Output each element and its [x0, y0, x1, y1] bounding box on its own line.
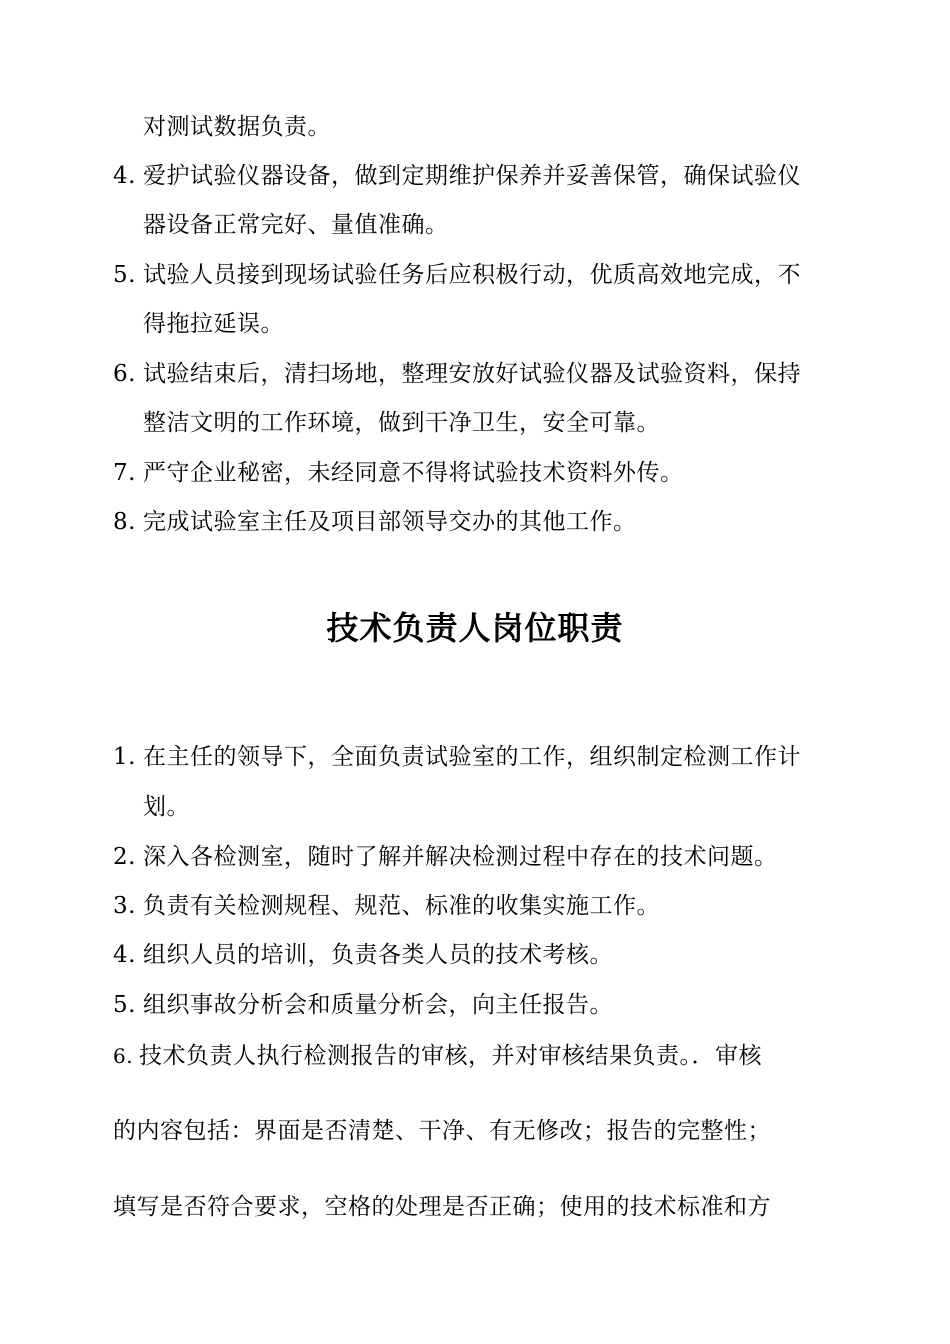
list-item-continuation: 得拖拉延误。	[143, 311, 284, 337]
list-number: 8.	[113, 509, 136, 535]
list-text: 严守企业秘密，未经同意不得将试验技术资料外传。	[143, 460, 684, 486]
list-item	[113, 260, 801, 290]
list-number: 7.	[113, 460, 136, 486]
list-item	[113, 990, 613, 1020]
section-title: 技术负责人岗位职责	[326, 609, 624, 647]
list-number: 4.	[113, 942, 136, 968]
list-item	[113, 940, 613, 970]
list-number: 4.	[113, 163, 136, 189]
list-item	[113, 891, 660, 921]
list-number: 5.	[113, 992, 136, 1018]
list-text: 爱护试验仪器设备，做到定期维护保养并妥善保管，确保试验仪	[143, 163, 801, 189]
list-text: 负责有关检测规程、规范、标准的收集实施工作。	[143, 893, 660, 919]
list-item-continuation: 整洁文明的工作环境，做到干净卫生，安全可靠。	[143, 410, 660, 436]
list-text: 在主任的领导下，全面负责试验室的工作，组织制定检测工作计	[143, 744, 801, 770]
list-item	[113, 507, 637, 537]
list-item	[113, 1041, 762, 1071]
list-item-continuation: 器设备正常完好、量值准确。	[143, 212, 449, 238]
list-text: 试验人员接到现场试验任务后应积极行动，优质高效地完成，不	[143, 262, 801, 288]
list-text: 试验结束后，清扫场地，整理安放好试验仪器及试验资料，保持	[143, 361, 801, 387]
list-item	[113, 359, 801, 389]
list-number: 3.	[113, 893, 136, 919]
list-number: 6.	[113, 361, 136, 387]
list-text: 完成试验室主任及项目部领导交办的其他工作。	[143, 509, 637, 535]
list-item-continuation: 划。	[143, 794, 190, 820]
list-item	[113, 742, 801, 772]
list-text: 组织人员的培训，负责各类人员的技术考核。	[143, 942, 613, 968]
list-text: 组织事故分析会和质量分析会，向主任报告。	[143, 992, 613, 1018]
list-item	[113, 161, 801, 191]
continuation-line: 对测试数据负责。	[143, 114, 331, 140]
list-text: 技术负责人执行检测报告的审核，并对审核结果负责。．审核	[139, 1043, 762, 1069]
list-item	[113, 842, 778, 872]
list-number: 2.	[113, 844, 136, 870]
list-number: 5.	[113, 262, 136, 288]
paragraph-line: 填写是否符合要求，空格的处理是否正确；使用的技术标准和方	[113, 1194, 771, 1220]
list-text: 深入各检测室，随时了解并解决检测过程中存在的技术问题。	[143, 844, 778, 870]
list-number: 1.	[113, 744, 136, 770]
paragraph-line: 的内容包括：界面是否清楚、干净、有无修改；报告的完整性；	[113, 1118, 771, 1144]
list-number: 6.	[113, 1044, 134, 1068]
list-item	[113, 458, 684, 488]
